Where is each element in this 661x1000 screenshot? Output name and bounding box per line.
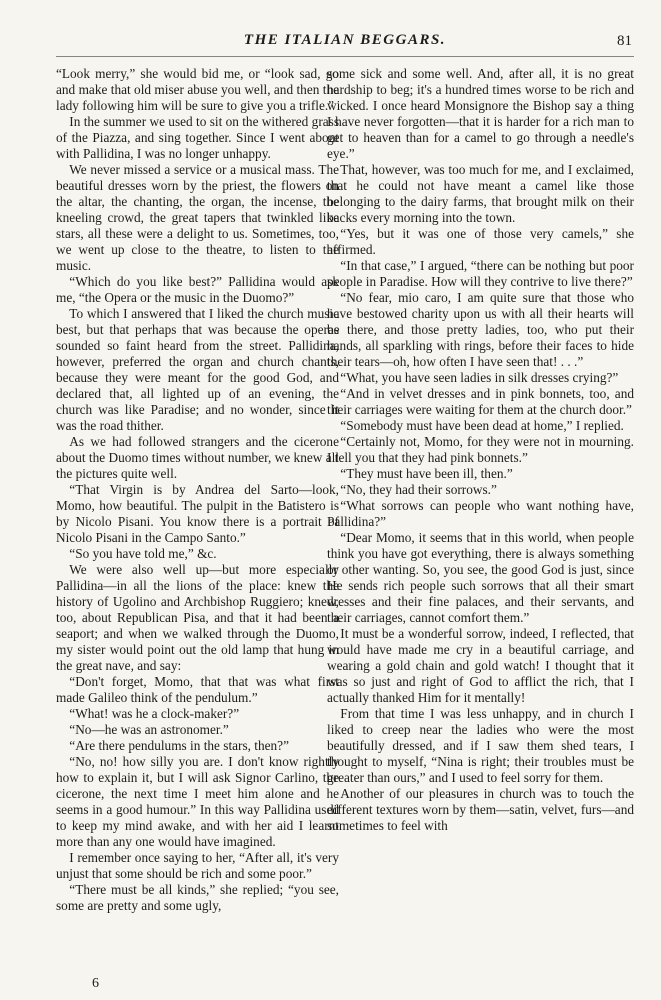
paragraph: From that time I was less unhappy, and in church I liked to creep near the ladies who were the most beautifully dressed, and if I saw them shed tears, I thought to myself, “Nina is right; their troubles must be greater than ours,” and I used to feel sorry for them. [327, 706, 634, 785]
running-title: THE ITALIAN BEGGARS. [243, 32, 447, 48]
paragraph: “Are there pendulums in the stars, then?” [69, 738, 289, 753]
paragraph: I remember once saying to her, “After all, it's very unjust that some should be rich and some poor.” [56, 850, 339, 881]
paragraph: “In that case,” I argued, “there can be nothing but poor people in Paradise. How will they contrive to live there?” [327, 258, 634, 289]
paragraph: “What! was he a clock-maker?” [69, 706, 240, 721]
paragraph: “What, you have seen ladies in silk dresses crying?” [340, 370, 619, 385]
paragraph: In the summer we used to sit on the withered grass of the Piazza, and sing together. Since I went about with Pallidina, I was no longer unhappy. [56, 114, 339, 161]
paragraph: some sick and some well. And, after all, it is no great hardship to beg; it's a hundred times worse to be rich and wicked. I once heard Monsignore the Bishop say a thing I have never forgotten—that it is harder for a rich man to get to heaven than for a camel to go through a needle's eye.” [327, 66, 634, 161]
paragraph: “No, no! how silly you are. I don't know rightly how to explain it, but I will ask Signor Carlino, the cicerone, the next time I meet him alone and he seems in a good humour.” In this way Pallidina used to keep my mind awake, and with her aid I learnt more than any one would have imagined. [56, 754, 339, 849]
paragraph: “No—he was an astronomer.” [69, 722, 229, 737]
paragraph: “Dear Momo, it seems that in this world, when people think you have got everything, there is always something or other wanting. So, you see, the good God is just, since He sends rich people such sorrows that all their smart dresses and their fine palaces, and their servants, and their carriages, cannot comfort them.” [327, 530, 634, 625]
paragraph: It must be a wonderful sorrow, indeed, I reflected, that would have made me cry in a beautiful carriage, and wearing a gold chain and gold watch! I thought that it was so just and right of God to afflict the rich, that I actually thanked Him for it mentally! [327, 626, 634, 705]
paragraph: To which I answered that I liked the church music best, but that perhaps that was because the operas sounded so faint heard from the street. Pallidina, however, preferred the organ and church chants, because they were meant for the good God, and declared that, all lighted up of an evening, the church was like Paradise; and no wonder, since it was the road thither. [56, 306, 339, 433]
paragraph: As we had followed strangers and the cicerone about the Duomo times without number, we knew all the pictures quite well. [56, 434, 339, 481]
paragraph: “Don't forget, Momo, that that was what first made Galileo think of the pendulum.” [56, 674, 339, 705]
paragraph: “Certainly not, Momo, for they were not in mourning. I tell you that they had pink bonnets.” [327, 434, 634, 465]
paragraph: “There must be all kinds,” she replied; “you see, some are pretty and some ugly, [56, 882, 339, 913]
paragraph: We were also well up—but more especially Pallidina—in all the lions of the place: knew the history of Ugolino and Archbishop Ruggiero; knew, too, about Republican Pisa, and that it had been a seaport; and when we walked through the Duomo, my sister would point out the old lamp that hung in the great nave, and say: [56, 562, 339, 673]
right-column [327, 66, 634, 834]
paragraph: “Which do you like best?” Pallidina would ask me, “the Opera or the music in the Duomo?” [56, 274, 339, 305]
paragraph: Another of our pleasures in church was to touch the different textures worn by them—satin, velvet, furs—and sometimes to feel with [327, 786, 634, 833]
page-header [56, 32, 634, 54]
paragraph: “That Virgin is by Andrea del Sarto—look, Momo, how beautiful. The pulpit in the Batistero is by Nicolo Pisani. You know there is a portrait of Nicolo Pisani in the Campo Santo.” [56, 482, 339, 545]
page-number: 81 [617, 33, 632, 49]
paragraph: “So you have told me,” &c. [69, 546, 217, 561]
signature-mark: 6 [92, 976, 99, 991]
header-rule [56, 56, 634, 57]
paragraph: “No, they had their sorrows.” [340, 482, 497, 497]
paragraph: “What sorrows can people who want nothing have, Pallidina?” [327, 498, 634, 529]
paragraph: “They must have been ill, then.” [340, 466, 513, 481]
paragraph: “Somebody must have been dead at home,” I replied. [340, 418, 624, 433]
paragraph: “Yes, but it was one of those very camels,” she affirmed. [327, 226, 634, 257]
paragraph: We never missed a service or a musical mass. The beautiful dresses worn by the priest, the flowers on the altar, the chanting, the organ, the incense, the kneeling crowd, the great tapers that twinkled like stars, all these were a delight to us. Sometimes, too, we went up close to the theatre, to listen to the music. [56, 162, 339, 273]
paragraph: “No fear, mio caro, I am quite sure that those who have bestowed charity upon us with all their hearts will be there, and those pretty ladies, too, who put their hands, all sparkling with rings, before their faces to hide their tears—oh, how often I have seen that! . . .” [327, 290, 634, 369]
paragraph: That, however, was too much for me, and I exclaimed, that he could not have meant a camel like those belonging to the dairy farms, that brought milk on their backs every morning into the town. [327, 162, 634, 225]
paragraph: “Look merry,” she would bid me, or “look sad, go and make that old miser abuse you well, and then the lady following him will be sure to give you a trifle.” [56, 66, 339, 113]
left-column [56, 66, 339, 914]
paragraph: “And in velvet dresses and in pink bonnets, too, and their carriages were waiting for them at the church door.” [327, 386, 634, 417]
